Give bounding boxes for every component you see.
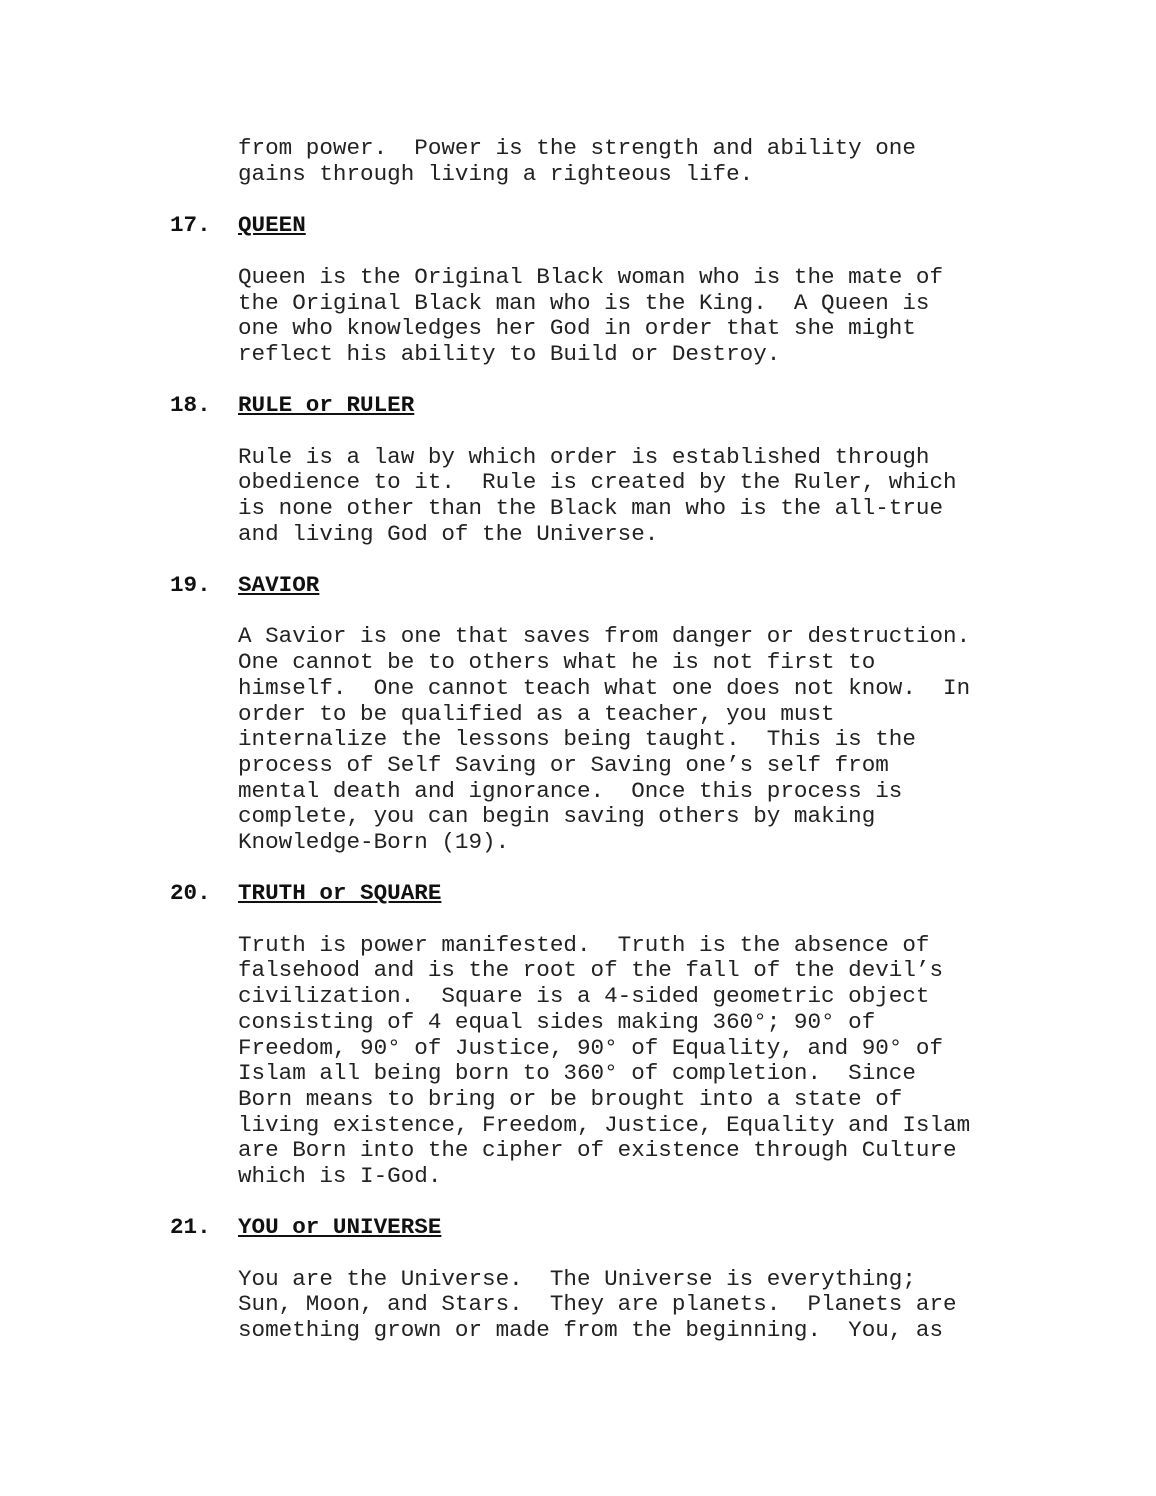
- section-title: QUEEN: [238, 212, 306, 238]
- paragraph-line: A Savior is one that saves from danger or destruction.: [238, 623, 971, 649]
- paragraph-line: reflect his ability to Build or Destroy.: [238, 341, 781, 367]
- paragraph-line: are Born into the cipher of existence through Culture: [238, 1137, 957, 1163]
- paragraph-line: and living God of the Universe.: [238, 521, 659, 547]
- paragraph-line: is none other than the Black man who is the all-true: [238, 495, 944, 521]
- section-number: 19.: [170, 572, 211, 598]
- paragraph-line: from power. Power is the strength and ability one: [238, 135, 916, 161]
- paragraph-line: something grown or made from the beginning. You, as: [238, 1317, 944, 1343]
- paragraph-line: gains through living a righteous life.: [238, 161, 754, 187]
- paragraph-line: Knowledge-Born (19).: [238, 829, 510, 855]
- paragraph-line: process of Self Saving or Saving one’s self from: [238, 752, 889, 778]
- section-title: RULE or RULER: [238, 392, 415, 418]
- paragraph-line: Born means to bring or be brought into a state of: [238, 1086, 903, 1112]
- section-title: TRUTH or SQUARE: [238, 880, 442, 906]
- paragraph-line: Rule is a law by which order is established through: [238, 444, 930, 470]
- section-number: 18.: [170, 392, 211, 418]
- paragraph-line: Islam all being born to 360° of completion. Since: [238, 1060, 916, 1086]
- paragraph-line: living existence, Freedom, Justice, Equality and Islam: [238, 1112, 971, 1138]
- paragraph-line: consisting of 4 equal sides making 360°; 90° of: [238, 1009, 876, 1035]
- paragraph-line: falsehood and is the root of the fall of the devil’s: [238, 957, 944, 983]
- paragraph-line: Queen is the Original Black woman who is the mate of: [238, 264, 944, 290]
- section-number: 20.: [170, 880, 211, 906]
- paragraph-line: civilization. Square is a 4-sided geometric object: [238, 983, 930, 1009]
- paragraph-line: one who knowledges her God in order that she might: [238, 315, 916, 341]
- section-number: 21.: [170, 1214, 211, 1240]
- paragraph-line: Truth is power manifested. Truth is the absence of: [238, 932, 930, 958]
- paragraph-line: complete, you can begin saving others by making: [238, 803, 876, 829]
- section-title: SAVIOR: [238, 572, 320, 598]
- paragraph-line: order to be qualified as a teacher, you must: [238, 701, 835, 727]
- paragraph-line: which is I-God.: [238, 1163, 442, 1189]
- section-title: YOU or UNIVERSE: [238, 1214, 442, 1240]
- paragraph-line: Sun, Moon, and Stars. They are planets. Planets are: [238, 1291, 957, 1317]
- paragraph-line: internalize the lessons being taught. This is the: [238, 726, 916, 752]
- paragraph-line: himself. One cannot teach what one does not know. In: [238, 675, 971, 701]
- paragraph-line: Freedom, 90° of Justice, 90° of Equality, and 90° of: [238, 1035, 944, 1061]
- paragraph-line: You are the Universe. The Universe is everything;: [238, 1266, 916, 1292]
- paragraph-line: the Original Black man who is the King. A Queen is: [238, 290, 930, 316]
- paragraph-line: One cannot be to others what he is not first to: [238, 649, 876, 675]
- paragraph-line: obedience to it. Rule is created by the Ruler, which: [238, 469, 957, 495]
- paragraph-line: mental death and ignorance. Once this process is: [238, 778, 903, 804]
- section-number: 17.: [170, 212, 211, 238]
